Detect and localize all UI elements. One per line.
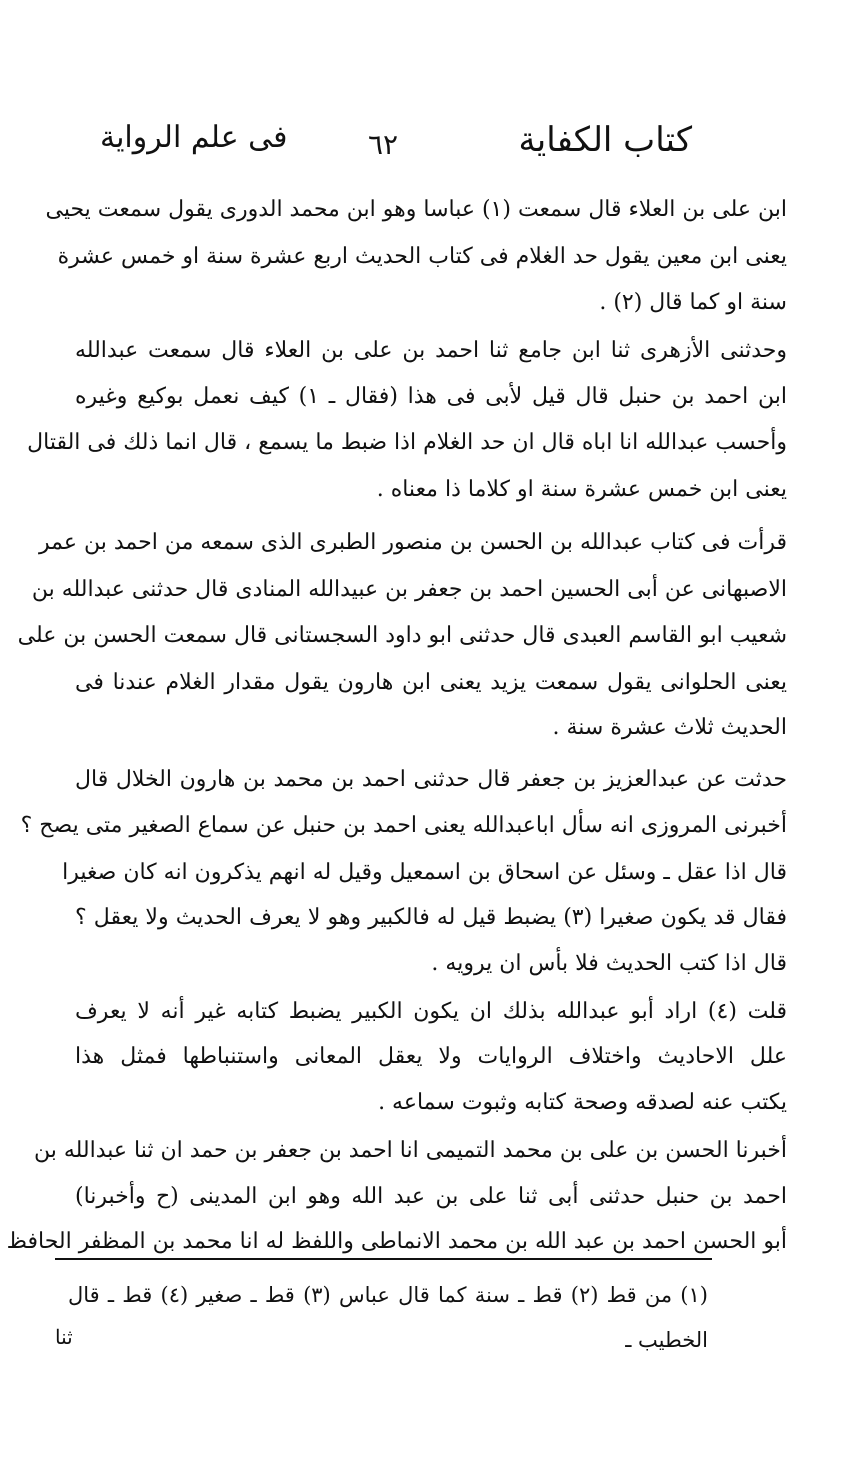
book-subtitle: فى علم الرواية [100, 120, 288, 155]
text-line: فقال قد يكون صغيرا (٣) يضبط قيل له فالكبير وهو لا يعرف الحديث ولا يعقل ؟ [75, 905, 787, 930]
text-line: وأحسب عبدالله انا اباه قال ان حد الغلام اذا ضبط ما يسمع ، قال انما ذلك فى القتال [27, 430, 787, 455]
book-title: كتاب الكفاية [518, 120, 692, 160]
text-line: قرأت فى كتاب عبدالله بن الحسن بن منصور الطبرى الذى سمعه من احمد بن عمر [39, 530, 787, 555]
text-line: قال اذا عقل ـ وسئل عن اسحاق بن اسمعيل وقيل له انهم يذكرون انه كان صغيرا [62, 860, 787, 885]
footnote-line: (١) من قط (٢) قط ـ سنة كما قال عباس (٣) قط ـ صغير (٤) قط ـ قال [68, 1283, 708, 1307]
text-line: ابن احمد بن حنبل قال قيل لأبى فى هذا (فقال ـ ١) كيف نعمل بوكيع وغيره [75, 384, 787, 409]
text-line: سنة او كما قال (٢) . [599, 290, 787, 315]
catchword: ثنا [55, 1325, 73, 1349]
text-line: أخبرنى المروزى انه سأل اباعبدالله يعنى احمد بن حنبل عن سماع الصغير متى يصح ؟ [20, 813, 787, 838]
text-line: علل الاحاديث واختلاف الروايات ولا يعقل المعانى واستنباطها فمثل هذا [75, 1044, 787, 1069]
text-line: احمد بن حنبل حدثنى أبى ثنا على بن عبد الله وهو ابن المدينى (ح وأخبرنا) [75, 1184, 787, 1209]
text-line: قال اذا كتب الحديث فلا بأس ان يرويه . [431, 951, 787, 976]
text-line: قلت (٤) اراد أبو عبدالله بذلك ان يكون الكبير يضبط كتابه غير أنه لا يعرف [75, 999, 787, 1024]
text-line: أخبرنا الحسن بن على بن محمد التميمى انا احمد بن جعفر بن حمد ان ثنا عبدالله بن [33, 1138, 787, 1163]
text-line: يكتب عنه لصدقه وصحة كتابه وثبوت سماعه . [378, 1090, 787, 1115]
text-line: ابن على بن العلاء قال سمعت (١) عباسا وهو ابن محمد الدورى يقول سمعت يحيى [45, 197, 787, 222]
text-line: حدثت عن عبدالعزيز بن جعفر قال حدثنى احمد بن محمد بن هارون الخلال قال [75, 767, 787, 792]
text-line: يعنى ابن معين يقول حد الغلام فى كتاب الحديث اربع عشرة سنة او خمس عشرة [57, 244, 787, 269]
text-line: أبو الحسن احمد بن عبد الله بن محمد الانماطى واللفظ له انا محمد بن المظفر الحافظ [6, 1229, 787, 1254]
text-line: الاصبهانى عن أبى الحسين احمد بن جعفر بن عبيدالله المنادى قال حدثنى عبدالله بن [31, 577, 787, 602]
text-line: يعنى ابن خمس عشرة سنة او كلاما ذا معناه . [376, 477, 787, 502]
text-line: وحدثنى الأزهرى ثنا ابن جامع ثنا احمد بن على بن العلاء قال سمعت عبدالله [75, 338, 787, 363]
footnote-divider [55, 1258, 712, 1260]
text-line: شعيب ابو القاسم العبدى قال حدثنى ابو داود السجستانى قال سمعت الحسن بن على [17, 623, 787, 648]
page-header [0, 120, 867, 180]
text-line: الحديث ثلاث عشرة سنة . [552, 715, 787, 740]
footnote-line: الخطيب ـ [625, 1328, 708, 1352]
text-line: يعنى الحلوانى يقول سمعت يزيد يعنى ابن هارون يقول مقدار الغلام عندنا فى [75, 670, 787, 695]
page-number: ٦٢ [368, 128, 399, 161]
